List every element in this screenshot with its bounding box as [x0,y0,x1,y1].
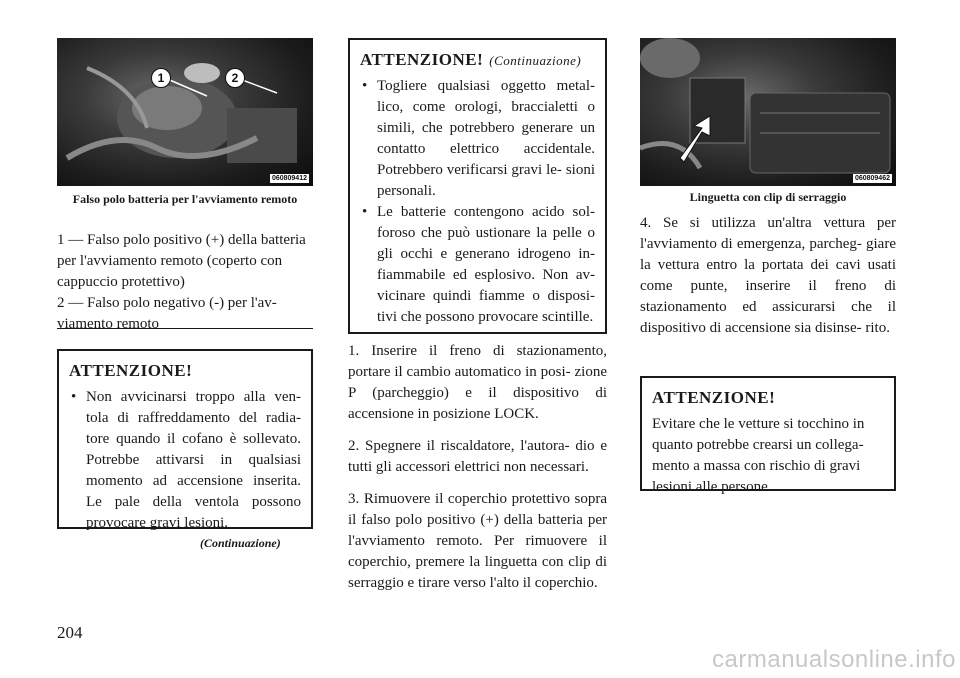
figure-caption-right: Linguetta con clip di serraggio [689,190,847,204]
warning-item: • Togliere qualsiasi oggetto metal- lico, come orologi, braccialetti o simili, che potrebbero generare un contatto elettrico accidentale. Potrebbero verificarsi gravi le- sioni personali. [360,76,595,202]
figure-caption-left: Falso polo batteria per l'avviamento remoto [72,192,298,206]
warning-body: Evitare che le vetture si tocchino in quanto potrebbe crearsi un collega- mento a massa con rischio di gravi lesioni alle persone. [652,416,865,495]
legend-item-1: 1 — Falso polo positivo (+) della batteria per l'avviamento remoto (coperto con cappuccio protettivo) [57,232,306,290]
step-2: 2. Spegnere il riscaldatore, l'autora- dio e tutti gli accessori elettrici non necessari. [348,438,607,475]
engine-bay-illustration [57,38,313,186]
warning-box-left [57,349,313,529]
steps [348,341,607,594]
legend-item-2: 2 — Falso polo negativo (-) per l'av- viamento remoto [57,295,277,332]
step-1: 1. Inserire il freno di stazionamento, portare il cambio automatico in posi- zione P (parcheggio) e il dispositivo di accensione in posizione LOCK. [348,343,607,422]
step-4: 4. Se si utilizza un'altra vettura per l'avviamento di emergenza, parcheg- giare la vettura entro la portata dei cavi usati come punte, inserire il freno di stazionamento ed assicurarsi che il dispositivo di accensione sia disinse- rito. [640,215,896,336]
warning-title [360,50,595,70]
legend-divider [57,328,313,329]
engine-bay-illustration [640,38,896,186]
continued-note: (Continuazione) [200,536,281,550]
figure-code: 060809412 [271,175,307,182]
warning-title-text: ATTENZIONE! [360,50,484,69]
callout-1: 1 [151,68,171,88]
clip-tab-photo [640,38,896,186]
battery-remote-post-photo [57,38,313,186]
warning-title: ATTENZIONE! [69,361,193,380]
watermark: carmanualsonline.info [712,646,956,673]
warning-title: ATTENZIONE! [652,388,776,407]
callout-2: 2 [225,68,245,88]
figure-code: 060809462 [854,175,890,182]
legend [57,230,313,335]
warning-box-middle [348,38,607,334]
warning-item: • Le batterie contengono acido sol- foroso che può ustionare la pelle o gli occhi e generano idrogeno in- fiammabile ed esplosivo. Non av- vicinare quindi fiamme o disposi- tivi che possono provocare scintille. [360,202,595,328]
warning-box-right [640,376,896,495]
step-3: 3. Rimuovere il coperchio protettivo sopra il falso polo positivo (+) della batteria per l'avviamento remoto. Per rimuovere il coperchio, premere la linguetta con clip di serraggio e tirare verso l'alto il coperchio. [348,491,607,591]
warning-list [360,76,595,328]
warning-item: • Non avvicinarsi troppo alla ven- tola di raffreddamento del radia- tore quando il cofano è sollevato. Potrebbe attivarsi in qualsiasi momento ad accensione inserita. Le pale della ventola possono provocare gravi lesioni. [69,387,301,534]
warning-list [69,387,301,534]
warning-subtitle: (Continuazione) [489,53,582,68]
page-number: 204 [57,623,83,642]
